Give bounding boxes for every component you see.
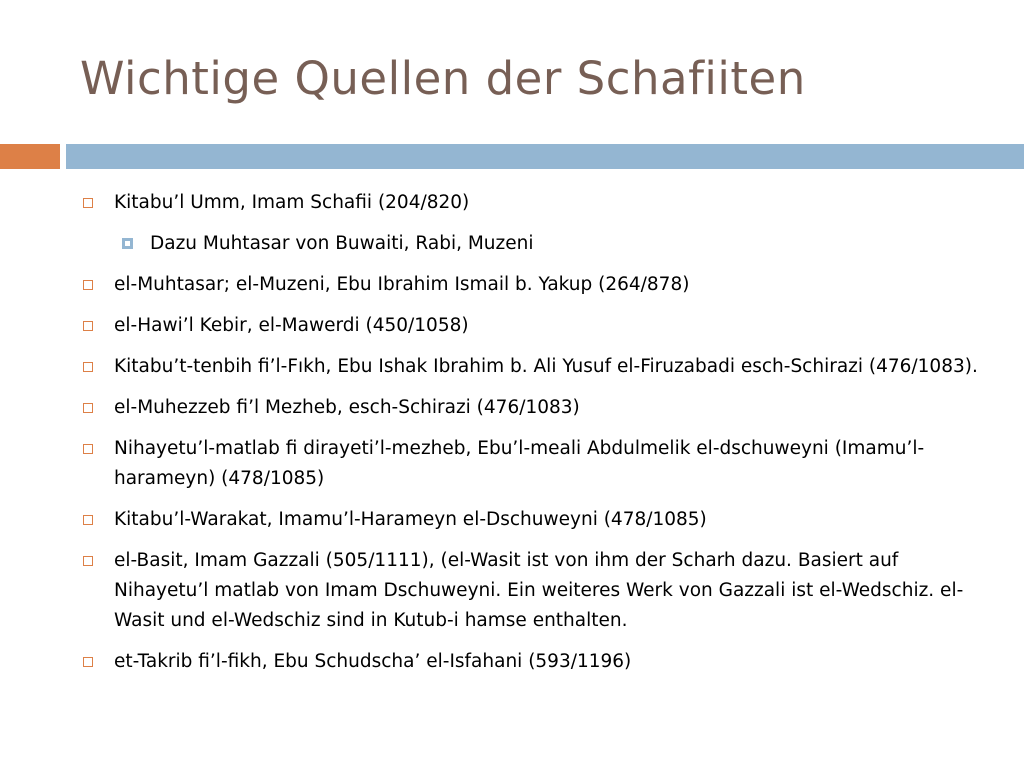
list-item-text: Dazu Muhtasar von Buwaiti, Rabi, Muzeni xyxy=(150,233,534,254)
list-item-text: el-Muhezzeb fi’l Mezheb, esch-Schirazi (476/1083) xyxy=(114,397,580,418)
list-item xyxy=(78,188,978,218)
list-item-text: el-Hawi’l Kebir, el-Mawerdi (450/1058) xyxy=(114,315,469,336)
list-item xyxy=(78,270,978,300)
square-bullet-icon xyxy=(83,403,93,413)
slide-title: Wichtige Quellen der Schafiiten xyxy=(80,52,806,105)
list-item-text: Kitabu’l Umm, Imam Schafii (204/820) xyxy=(114,192,470,213)
list-item-text: el-Basit, Imam Gazzali (505/1111), (el-Wasit ist von ihm der Scharh dazu. Basiert auf Nihayetu’l matlab von Imam Dschuweyni. Ein weiteres Werk von Gazzali ist el-Wedschiz. el-Wasit und el-Wedschiz sind in Kutub-i hamse enthalten. xyxy=(114,550,964,631)
square-bullet-icon xyxy=(83,657,93,667)
square-bullet-icon xyxy=(83,280,93,290)
list-item xyxy=(78,434,978,494)
list-item-text: et-Takrib fi’l-fikh, Ebu Schudscha’ el-Isfahani (593/1196) xyxy=(114,651,632,672)
list-item xyxy=(78,647,978,677)
list-item-text: Nihayetu’l-matlab fi dirayeti’l-mezheb, Ebu’l-meali Abdulmelik el-dschuweyni (Imamu’l-harameyn) (478/1085) xyxy=(114,438,925,489)
list-item xyxy=(78,352,978,382)
list-item xyxy=(78,546,978,636)
square-bullet-icon xyxy=(83,198,93,208)
list-item xyxy=(78,505,978,535)
list-sub-item xyxy=(78,229,978,259)
square-bullet-icon xyxy=(83,362,93,372)
list-item-text: el-Muhtasar; el-Muzeni, Ebu Ibrahim Ismail b. Yakup (264/878) xyxy=(114,274,690,295)
filled-square-bullet-icon xyxy=(122,238,133,249)
accent-bar-blue xyxy=(66,144,1024,169)
square-bullet-icon xyxy=(83,556,93,566)
list-item-text: Kitabu’l-Warakat, Imamu’l-Harameyn el-Dschuweyni (478/1085) xyxy=(114,509,707,530)
list-item-text: Kitabu’t-tenbih fi’l-Fıkh, Ebu Ishak Ibrahim b. Ali Yusuf el-Firuzabadi esch-Schirazi (476/1083). xyxy=(114,356,978,377)
list-item xyxy=(78,311,978,341)
square-bullet-icon xyxy=(83,444,93,454)
bullet-list xyxy=(78,188,978,688)
square-bullet-icon xyxy=(83,321,93,331)
list-item xyxy=(78,393,978,423)
accent-bar-orange xyxy=(0,144,60,169)
square-bullet-icon xyxy=(83,515,93,525)
